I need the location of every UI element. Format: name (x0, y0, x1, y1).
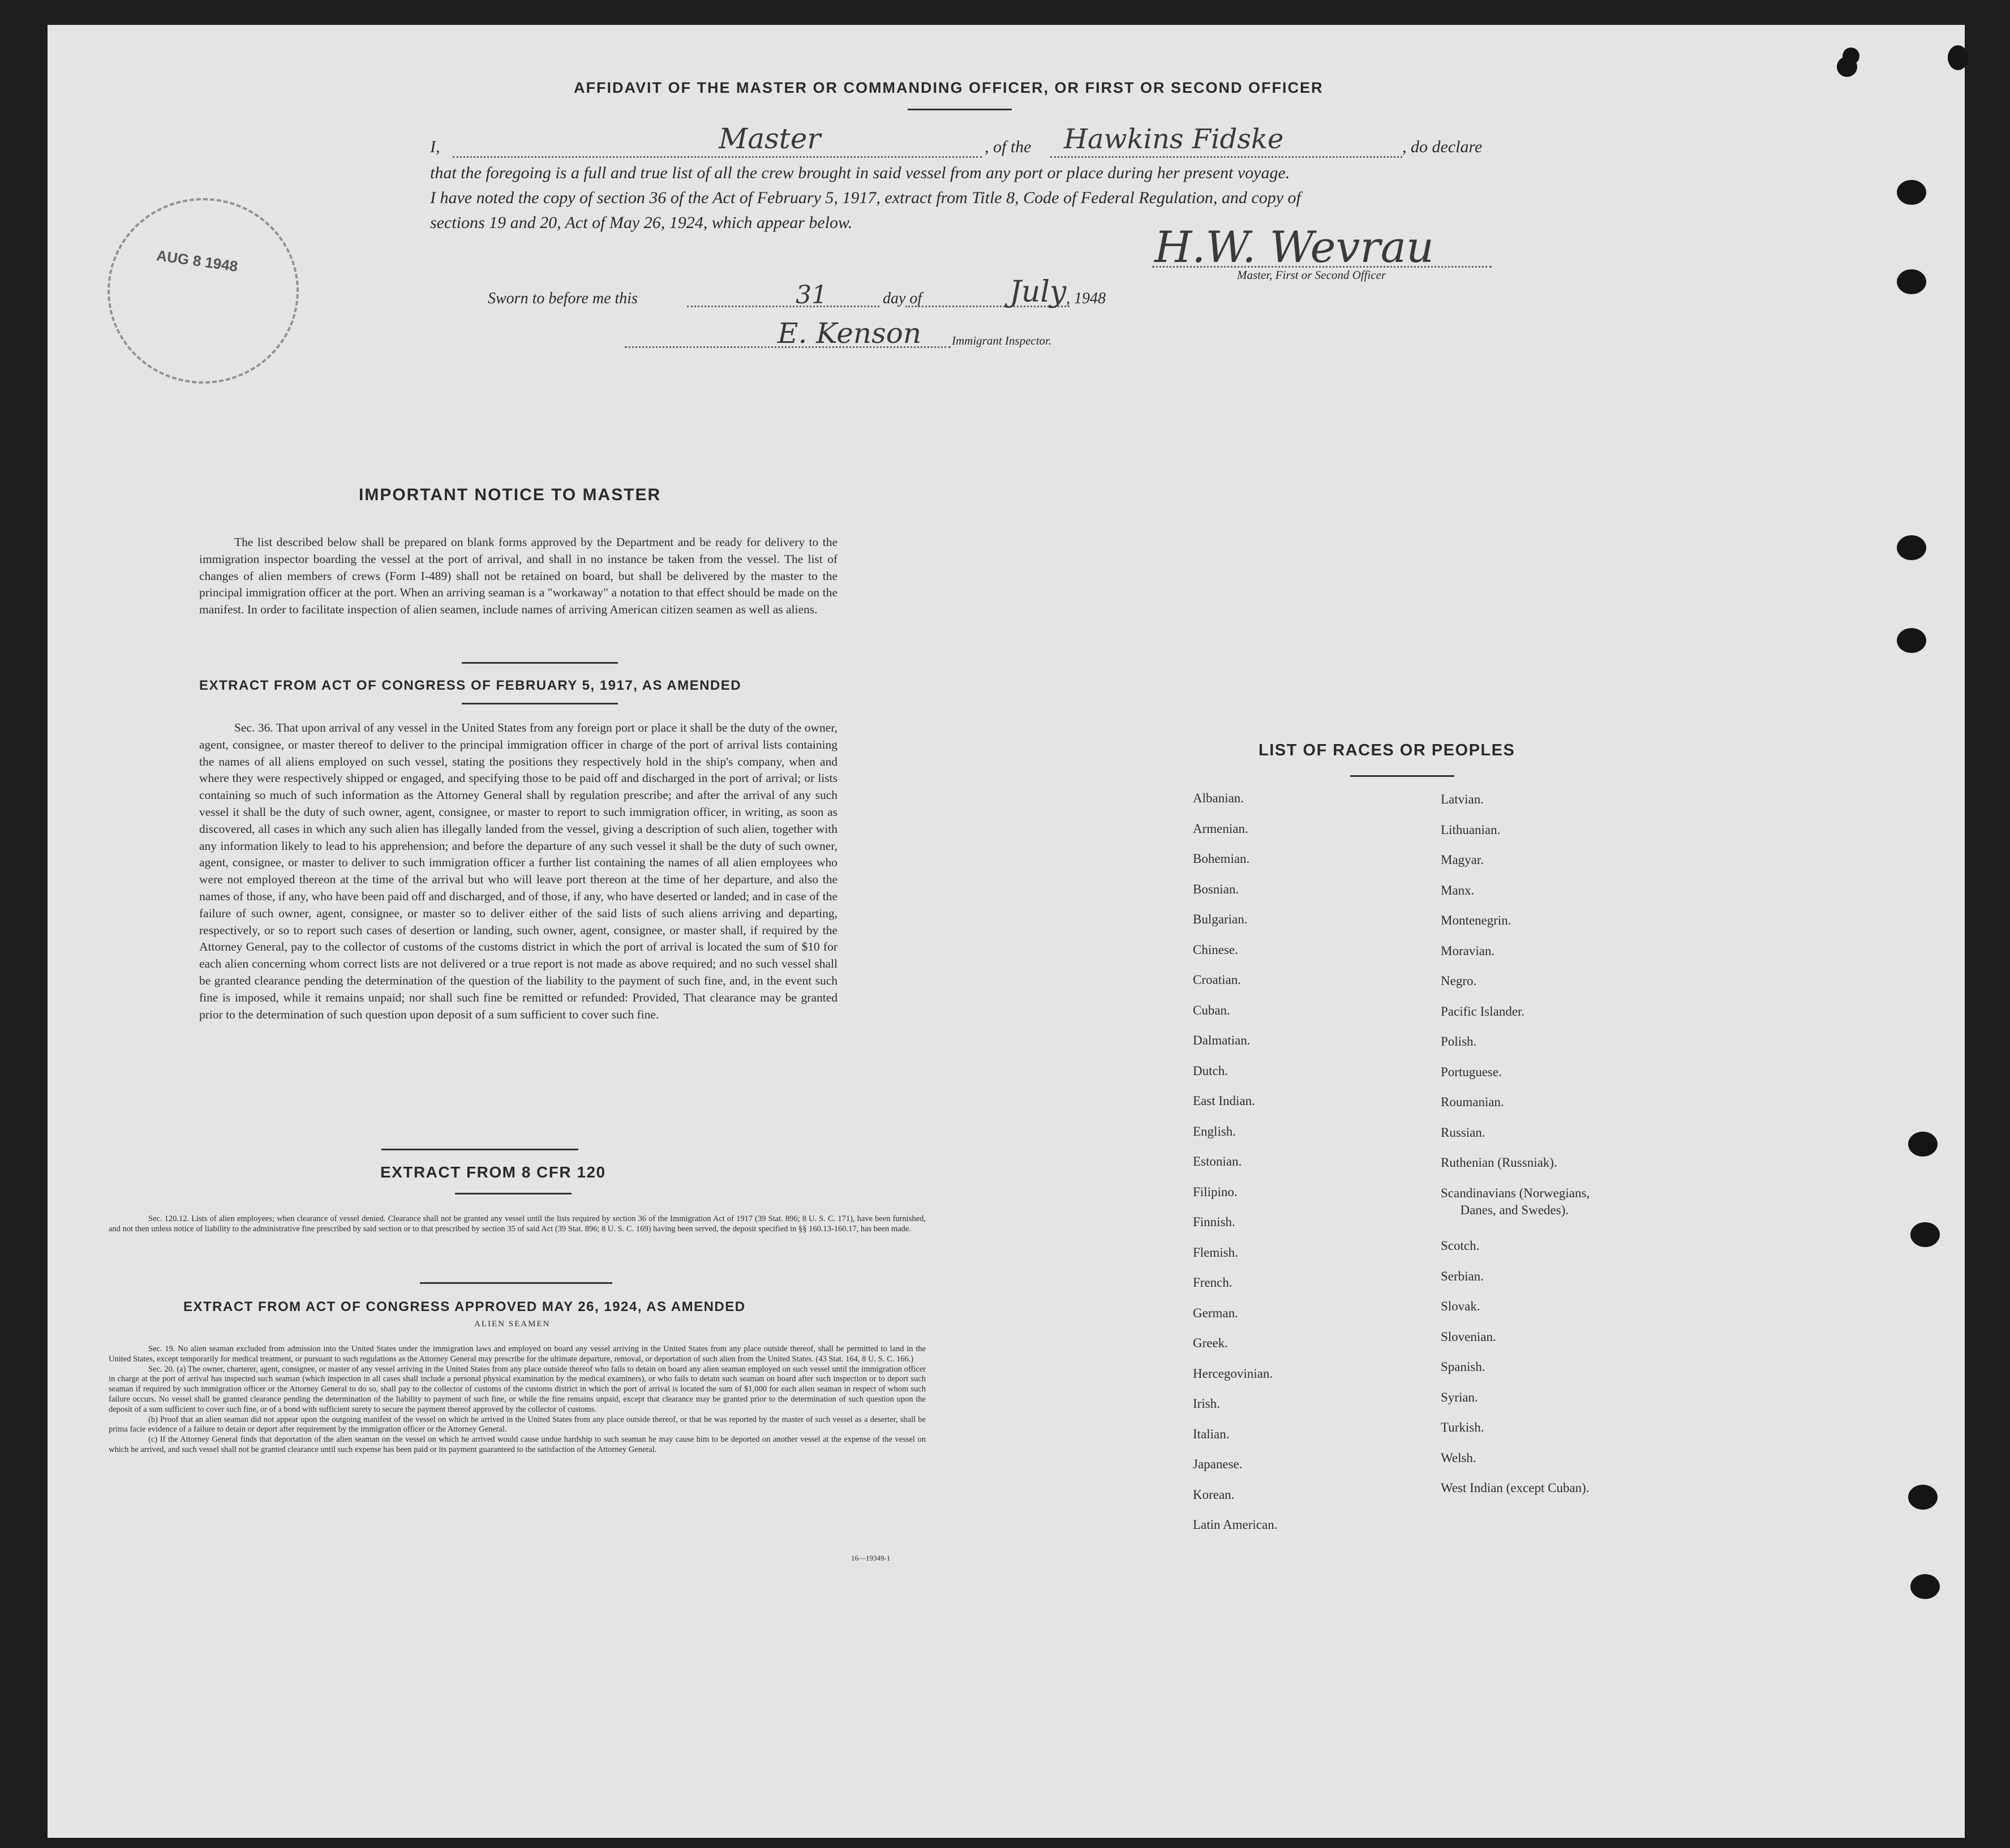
punch-hole (1910, 1222, 1940, 1247)
race-item: Latvian. (1441, 792, 1484, 806)
name-field-line (453, 156, 982, 158)
race-item: Portuguese. (1441, 1064, 1502, 1079)
race-item: Slovak. (1441, 1299, 1480, 1313)
inspector-signature: E. Kenson (778, 317, 922, 350)
race-item: Armenian. (1193, 821, 1248, 836)
race-item: Bohemian. (1193, 852, 1250, 866)
affidavit-title: AFFIDAVIT OF THE MASTER OR COMMANDING OFFICER, OR FIRST OR SECOND OFFICER (574, 79, 1324, 96)
declaration-line-4: sections 19 and 20, Act of May 26, 1924, which appear below. (430, 213, 853, 232)
section-rule (381, 1149, 578, 1150)
sworn-text: Sworn to before me this (488, 290, 638, 307)
race-item: French. (1193, 1275, 1232, 1290)
declaration-line-3: I have noted the copy of section 36 of the Act of February 5, 1917, extract from Title 8, Code of Federal Regulation, and copy of (430, 188, 1301, 207)
race-item: Cuban. (1193, 1003, 1230, 1017)
vessel-field-line (1050, 156, 1402, 158)
race-item: Montenegrin. (1441, 913, 1511, 927)
race-item: Manx. (1441, 883, 1475, 897)
date-stamp (108, 198, 299, 384)
race-item: Magyar. (1441, 853, 1484, 867)
race-item: Bulgarian. (1193, 912, 1248, 926)
race-item: Polish. (1441, 1034, 1477, 1048)
race-item: Estonian. (1193, 1154, 1242, 1168)
vessel-name-handwritten: Hawkins Fidske (1064, 123, 1284, 155)
section-rule (420, 1282, 612, 1284)
race-item: Latin American. (1193, 1518, 1278, 1532)
race-item: German. (1193, 1305, 1238, 1320)
day-field-line (687, 306, 879, 307)
race-item: Pacific Islander. (1441, 1004, 1525, 1018)
cfr-body: Sec. 120.12. Lists of alien employees; when clearance of vessel denied. Clearance shall not be granted any vessel until the lists required by section 36 of the Immigration Act of 1917 (39 Stat. 896; 8 U. S. C. 171), have been furnished, and not then unless notice of liability to the administrative fine prescribed by said section or to that prescribed by section 35 of said Act (39 Stat. 896; 8 U. S. C. 169) having been served, the deposit specified in §§ 160.13-160.17, has been made. (109, 1214, 926, 1234)
race-item: Roumanian. (1441, 1095, 1504, 1109)
master-name-handwritten: Master (719, 122, 821, 155)
sworn-month-handwritten: July (1010, 275, 1067, 309)
sec-20c-paragraph: (c) If the Attorney General finds that deportation of the alien seaman on the vessel on which he arrived would cause undue hardship to such seaman he may cause him to be deported on another vessel at the expense of the vessel on which he arrived, and such vessel shall not be granted clearance until such expense has been paid or its payment guaranteed to the satisfaction of the Attorney General. (109, 1435, 926, 1454)
inspector-caption: Immigrant Inspector. (952, 334, 1052, 347)
race-item: Italian. (1193, 1426, 1230, 1441)
extract-1924-subtitle: ALIEN SEAMEN (474, 1320, 551, 1329)
race-item: Moravian. (1441, 943, 1495, 958)
sec-19-paragraph: Sec. 19. No alien seaman excluded from admission into the United States under the immigration laws and employed on board any vessel arriving in the United States from any place outside thereof, shall be permitted to land in the United States, except temporarily for medical treatment, or pursuant to such regulations as the Attorney General may prescribe for the ultimate departure, removal, or deportation of such alien from the United States. (43 Stat. 164, 8 U. S. C. 166.) (109, 1344, 926, 1364)
punch-hole (1910, 1574, 1940, 1599)
master-signature: H.W. Wevrau (1154, 222, 1434, 272)
of-the-text: , of the (985, 137, 1032, 156)
section-rule (462, 662, 618, 664)
form-number: 16—19349-1 (851, 1554, 891, 1562)
section-rule (462, 703, 618, 704)
race-item: Hercegovinian. (1193, 1366, 1273, 1381)
notice-title: IMPORTANT NOTICE TO MASTER (359, 485, 662, 504)
punch-hole (1908, 1132, 1938, 1157)
race-item: West Indian (except Cuban). (1441, 1481, 1590, 1495)
race-item: Scotch. (1441, 1239, 1480, 1253)
punch-hole (1837, 57, 1857, 77)
races-title: LIST OF RACES OR PEOPLES (1259, 741, 1515, 759)
race-item: Croatian. (1193, 973, 1241, 987)
race-item: English. (1193, 1124, 1236, 1138)
race-item: Chinese. (1193, 942, 1238, 957)
punch-hole (1908, 1485, 1938, 1510)
race-item: Scandinavians (Norwegians, Danes, and Swedes). (1441, 1185, 1590, 1217)
punch-hole (1897, 535, 1926, 560)
race-item: Albanian. (1193, 791, 1244, 805)
title-rule (908, 109, 1012, 110)
punch-hole (1897, 180, 1926, 205)
extract-1917-title: EXTRACT FROM ACT OF CONGRESS OF FEBRUARY 5, 1917, AS AMENDED (199, 678, 742, 693)
extract-1924-body (109, 1344, 926, 1455)
race-item: Ruthenian (Russniak). (1441, 1155, 1557, 1170)
day-of-text: day of (883, 290, 922, 307)
race-item: Finnish. (1193, 1215, 1235, 1229)
declaration-line-2: that the foregoing is a full and true list of all the crew brought in said vessel from any port or place during her present voyage. (430, 164, 1290, 182)
race-item: Japanese. (1193, 1457, 1243, 1471)
race-item: Slovenian. (1441, 1329, 1496, 1344)
signature-line (1152, 266, 1492, 268)
race-item: Filipino. (1193, 1184, 1238, 1199)
race-item: Turkish. (1441, 1420, 1484, 1434)
race-item: Welsh. (1441, 1450, 1476, 1465)
race-item: Negro. (1441, 974, 1477, 988)
race-item: Serbian. (1441, 1269, 1484, 1283)
sec-20b-paragraph: (b) Proof that an alien seaman did not appear upon the outgoing manifest of the vessel on which he arrived in the United States from any place outside thereof, or that he was reported by the master of such vessel as a deserter, shall be prima facie evidence of a failure to detain or deport after requirement by the immigration officer or the Attorney General. (109, 1415, 926, 1434)
extract-1924-title: EXTRACT FROM ACT OF CONGRESS APPROVED MAY 26, 1924, AS AMENDED (183, 1299, 746, 1314)
declaration-i: I, (430, 137, 440, 156)
punch-hole (1948, 45, 1968, 70)
race-item: Irish. (1193, 1396, 1220, 1411)
section-rule (455, 1193, 572, 1194)
race-item: Flemish. (1193, 1245, 1238, 1260)
race-item: Lithuanian. (1441, 822, 1501, 837)
sworn-day-handwritten: 31 (796, 281, 827, 310)
race-item: Korean. (1193, 1487, 1235, 1502)
sec-20a-paragraph: Sec. 20. (a) The owner, charterer, agent, consignee, or master of any vessel arriving in the United States from any place outside thereof who fails to detain on board any alien seaman employed on such vessel until the immigration officer in charge at the port of arrival has inspected such seaman (which inspection in all cases shall include a personal physical examination by the medical examiners), or who fails to detain such seaman on board after such inspection or to deport such seaman if required by such immigration officer or the Attorney General to do so, shall pay to the collector of customs of the customs district in which the port of arrival is located the sum of $1,000 for each alien seaman in respect of whom such failure occurs. No vessel shall be granted clearance pending the determination of the liability to payment of such fine, or while the fine remains unpaid, except that clearance may be granted prior to the determination of such question upon the deposit of a sum sufficient to cover such fine, or of a bond with sufficient surety to secure the payment thereof approved by the collector of customs. (109, 1364, 926, 1414)
race-item: Syrian. (1441, 1390, 1478, 1404)
extract-1917-body: Sec. 36. That upon arrival of any vessel in the United States from any foreign port or place it shall be the duty of the owner, agent, consignee, or master thereof to deliver to the principal immigration officer in charge of the port of arrival lists containing the names of all aliens employed on such vessel, stating the positions they respectively hold in the ship's company, when and where they were respectively shipped or engaged, and specifying those to be paid off and discharged in the port of arrival; or lists containing so much of such information as the Attorney General shall by regulation prescribe; and after the arrival of any such vessel it shall be the duty of such owner, agent, consignee, or master to report to such immigration officer, in writing, as soon as discovered, all cases in which any such alien has illegally landed from the vessel, giving a description of such alien, together with any information likely to lead to his apprehension; and before the departure of any such vessel it shall be the duty of such owner, agent, consignee, or master to deliver to such immigration officer a further list containing the names of all alien employees who were not employed thereon at the time of the arrival but who will leave port thereon at the time of her departure, and also the names of those, if any, who have been paid off and discharged, and of those, if any, who have deserted or landed; and in case of the failure of such owner, agent, consignee, or master so to deliver either of the said lists of such aliens arriving and departing, respectively, or so to report such cases of desertion or landing, such owner, agent, consignee, or master shall, if required by the Attorney General, pay to the collector of customs of the customs district in which the port of arrival is located the sum of $10 for each alien concerning whom correct lists are not delivered or a true report is not made as above required; and no such vessel shall be granted clearance pending the determination of the question of the liability to the payment of such fine, and, in the event such fine is imposed, while it remains unpaid; nor shall such fine be remitted or refunded: Provided, That clearance may be granted prior to the determination of such question upon deposit of a sum sufficient to cover such fine. (199, 721, 838, 1021)
notice-body: The list described below shall be prepared on blank forms approved by the Department and be ready for delivery to the immigration inspector boarding the vessel at the port of arrival, and shall in no instance be taken from the vessel. The list of changes of alien members of crews (Form I-489) shall not be retained on board, but shall be delivered by the master to the principal immigration officer at the port. When an arriving seaman is a "workaway" a notation to that effect should be made on the manifest. In order to facilitate inspection of alien seamen, include names of arriving American citizen seamen as well as aliens. (199, 535, 838, 617)
section-rule (1350, 775, 1454, 777)
sworn-year: , 1948 (1066, 290, 1106, 307)
punch-hole (1897, 269, 1926, 294)
punch-hole (1897, 628, 1926, 653)
race-item: Russian. (1441, 1125, 1485, 1140)
race-item: Greek. (1193, 1336, 1228, 1350)
race-item: Spanish. (1441, 1360, 1485, 1374)
signature-caption: Master, First or Second Officer (1237, 268, 1386, 282)
do-declare-text: , do declare (1402, 137, 1483, 156)
race-item: Dutch. (1193, 1063, 1228, 1078)
cfr-title: EXTRACT FROM 8 CFR 120 (380, 1163, 606, 1181)
stamp-date: AUG 8 1948 (155, 247, 239, 275)
race-item: East Indian. (1193, 1094, 1255, 1108)
race-item: Bosnian. (1193, 882, 1239, 896)
race-item: Dalmatian. (1193, 1033, 1251, 1047)
